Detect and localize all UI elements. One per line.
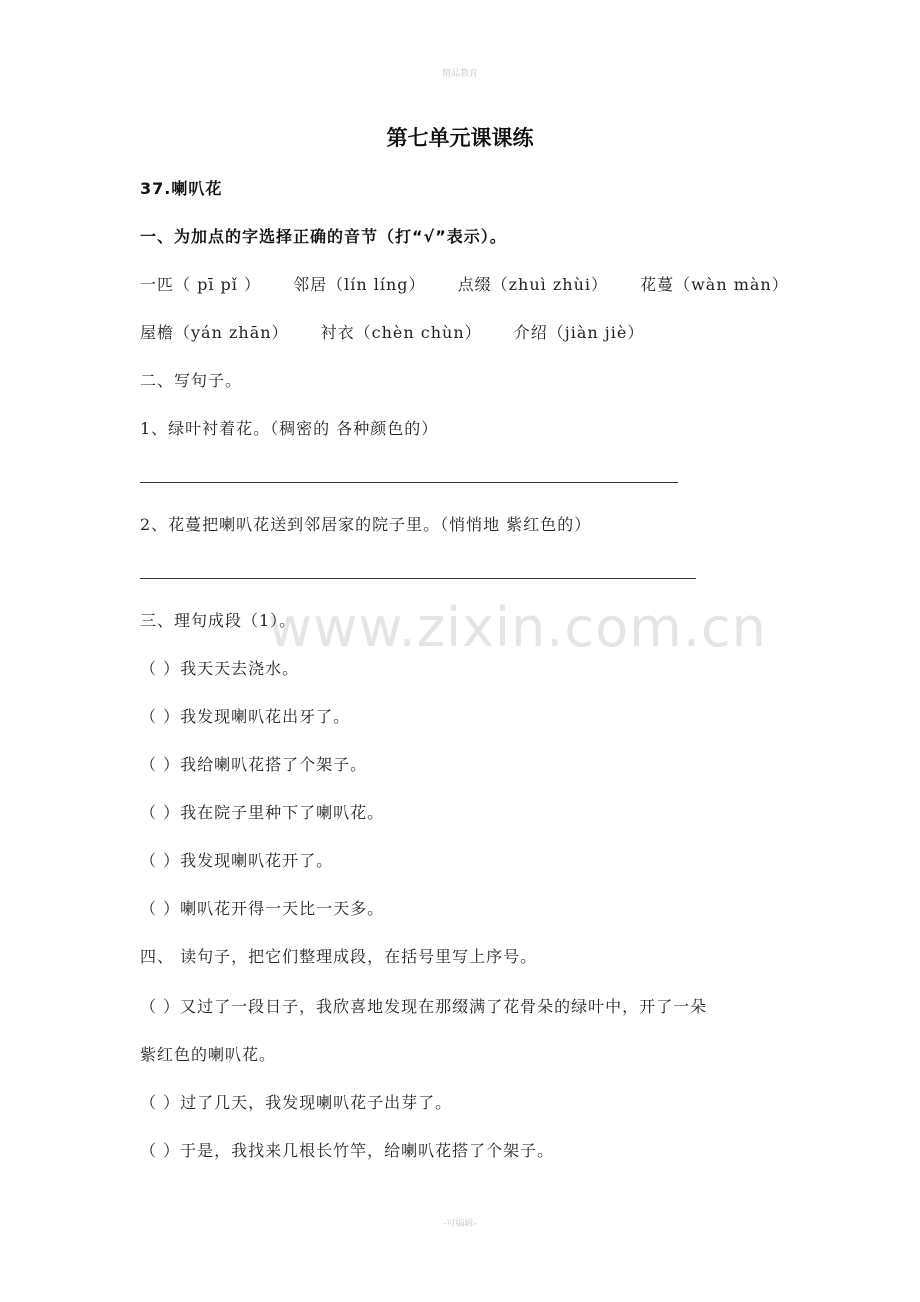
lesson-title: 37.喇叭花 [140,179,223,198]
section3-heading: 三、理句成段（1）。 [140,611,297,630]
pinyin-item: 一匹（ pī pǐ ） [140,275,261,294]
pinyin-row-2 [140,320,644,343]
order-item[interactable]: （ ）我给喇叭花搭了个架子。 [140,755,368,774]
section1-heading: 一、为加点的字选择正确的音节（打“√”表示）。 [140,227,507,246]
pinyin-item: 邻居（lín líng） [293,275,426,294]
sentence-question-1: 1、绿叶衬着花。（稠密的 各种颜色的） [140,419,439,438]
page-title: 第七单元课课练 [386,126,534,150]
paragraph-item-continued: 紫红色的喇叭花。 [140,1045,277,1064]
order-item[interactable]: （ ）喇叭花开得一天比一天多。 [140,899,385,918]
paragraph-item[interactable]: （ ）于是，我找来几根长竹竿，给喇叭花搭了个架子。 [140,1141,555,1160]
answer-line-2[interactable] [140,578,696,579]
pinyin-item: 屋檐（yán zhān） [140,323,289,342]
footer-mark: -可编辑- [443,1219,477,1229]
section4-heading: 四、 读句子，把它们整理成段，在括号里写上序号。 [140,947,538,966]
pinyin-item: 花蔓（wàn màn） [640,275,789,294]
paragraph-item[interactable]: （ ）又过了一段日子，我欣喜地发现在那缀满了花骨朵的绿叶中，开了一朵 [140,997,708,1016]
order-item[interactable]: （ ）我天天去浇水。 [140,659,300,678]
pinyin-row-1 [140,272,789,295]
sentence-question-2: 2、花蔓把喇叭花送到邻居家的院子里。（悄悄地 紫红色的） [140,515,592,534]
pinyin-item: 点缀（zhuì zhùi） [457,275,608,294]
order-item[interactable]: （ ）我在院子里种下了喇叭花。 [140,803,385,822]
watermark: www.zixin.com.cn [268,596,767,659]
section2-heading: 二、写句子。 [140,371,243,390]
pinyin-item: 介绍（jiàn jiè） [513,323,645,342]
paragraph-item[interactable]: （ ）过了几天，我发现喇叭花子出芽了。 [140,1093,453,1112]
answer-line-1[interactable] [140,482,678,483]
header-mark: 精品教育 [441,69,478,79]
order-item[interactable]: （ ）我发现喇叭花开了。 [140,851,334,870]
order-item[interactable]: （ ）我发现喇叭花出牙了。 [140,707,351,726]
pinyin-item: 衬衣（chèn chùn） [320,323,482,342]
